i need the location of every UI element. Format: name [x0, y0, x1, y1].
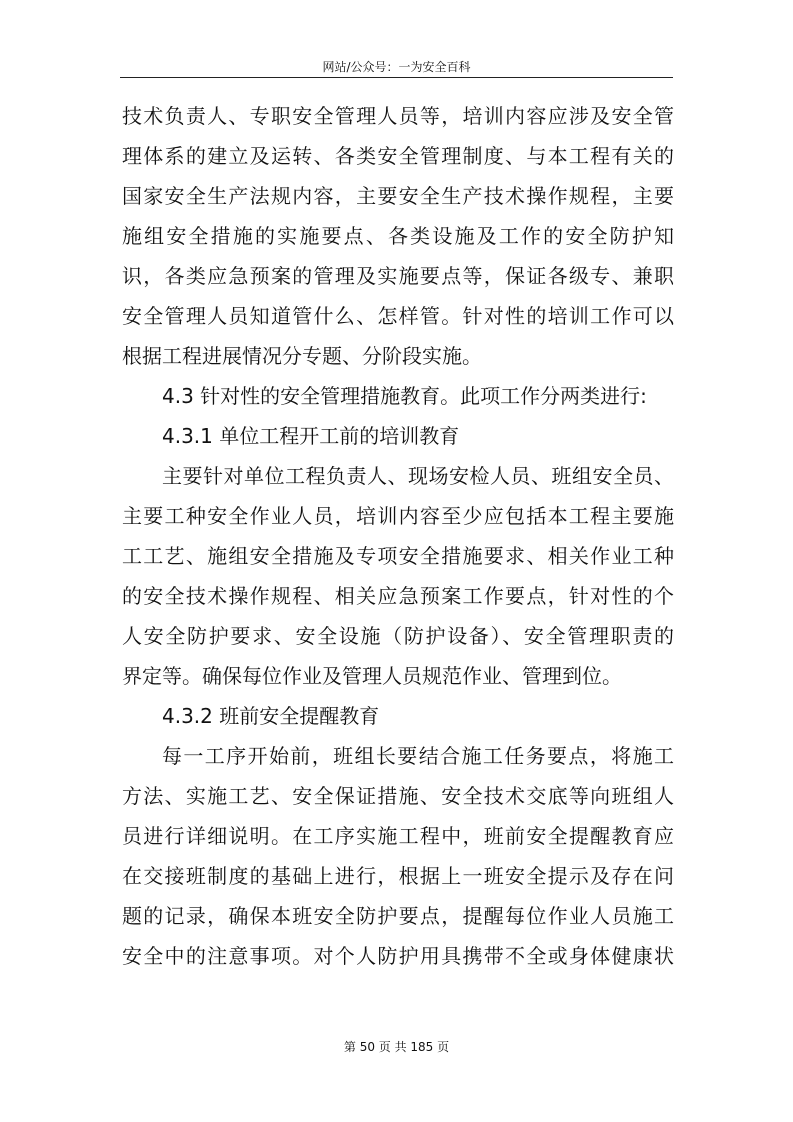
text-line: 每一工序开始前，班组长要结合施工任务要点，将施工 — [162, 744, 674, 768]
section-heading-4-3-2: 4.3.2 班前安全提醒教育 — [162, 704, 380, 728]
text-line: 主要工种安全作业人员，培训内容至少应包括本工程主要施 — [122, 504, 674, 528]
text-line: 安全中的注意事项。对个人防护用具携带不全或身体健康状 — [122, 944, 674, 968]
page-number: 第 50 页 共 185 页 — [343, 1040, 450, 1054]
text-line: 在交接班制度的基础上进行，根据上一班安全提示及存在问 — [122, 864, 674, 888]
text-line: 技术负责人、专职安全管理人员等，培训内容应涉及安全管 — [122, 104, 674, 128]
text-line: 安全管理人员知道管什么、怎样管。针对性的培训工作可以 — [122, 304, 674, 328]
header-divider — [120, 77, 673, 78]
section-heading-4-3-1: 4.3.1 单位工程开工前的培训教育 — [162, 424, 460, 448]
page-header: 网站/公众号：一为安全百科 — [322, 60, 471, 74]
text-line: 员进行详细说明。在工序实施工程中，班前安全提醒教育应 — [122, 824, 674, 848]
text-line: 主要针对单位工程负责人、现场安检人员、班组安全员、 — [162, 464, 674, 488]
text-line: 工工艺、施组安全措施及专项安全措施要求、相关作业工种 — [122, 544, 674, 568]
text-line: 人安全防护要求、安全设施（防护设备）、安全管理职责的 — [122, 624, 674, 648]
section-heading-4-3: 4.3 针对性的安全管理措施教育。此项工作分两类进行: — [162, 384, 647, 408]
document-body — [122, 96, 674, 976]
text-line: 题的记录，确保本班安全防护要点，提醒每位作业人员施工 — [122, 904, 674, 928]
text-line: 界定等。确保每位作业及管理人员规范作业、管理到位。 — [122, 664, 622, 688]
text-line: 国家安全生产法规内容，主要安全生产技术操作规程，主要 — [122, 184, 674, 208]
text-line: 理体系的建立及运转、各类安全管理制度、与本工程有关的 — [122, 144, 674, 168]
text-line: 施组安全措施的实施要点、各类设施及工作的安全防护知 — [122, 224, 674, 248]
text-line: 的安全技术操作规程、相关应急预案工作要点，针对性的个 — [122, 584, 674, 608]
text-line: 方法、实施工艺、安全保证措施、安全技术交底等向班组人 — [122, 784, 674, 808]
text-line: 根据工程进展情况分专题、分阶段实施。 — [122, 344, 482, 368]
text-line: 识，各类应急预案的管理及实施要点等，保证各级专、兼职 — [122, 264, 674, 288]
